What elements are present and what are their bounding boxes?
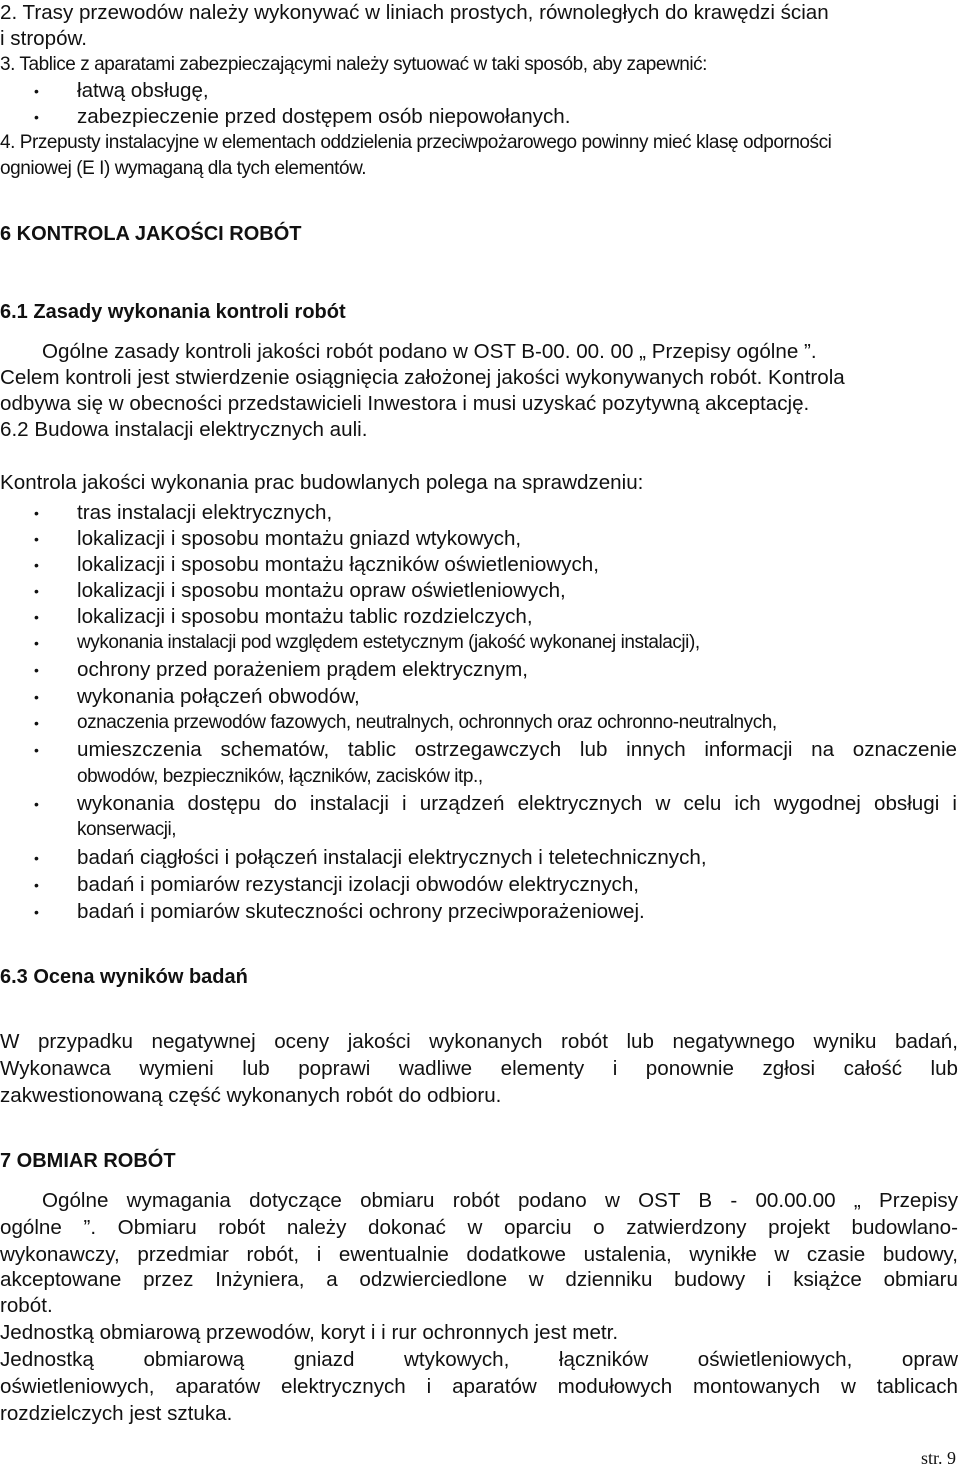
check-item-10-line-1: umieszczenia schematów, tablic ostrzegawczych lub innych informacji na oznaczenie — [77, 738, 957, 761]
bullet: • — [34, 609, 39, 625]
item-3: 3. Tablice z aparatami zabezpieczającymi należy sytuować w taki sposób, aby zapewnić: — [0, 54, 707, 75]
s6-p1-line-1: Ogólne zasady kontroli jakości robót podano w OST B-00. 00. 00 „ Przepisy ogólne ”. — [42, 340, 817, 363]
section-7-heading: 7 OBMIAR ROBÓT — [0, 1150, 176, 1172]
check-item-5: lokalizacji i sposobu montażu tablic rozdzielczych, — [77, 605, 533, 628]
bullet: • — [34, 742, 39, 758]
bullet: • — [34, 531, 39, 547]
item-3-bullet-1: łatwą obsługę, — [77, 79, 209, 102]
s7-p1-line-3: wykonawczy, przedmiar robót, i ewentualnie dodatkowe ustalenia, wynikłe w czasie budowy, — [0, 1243, 958, 1266]
check-item-14: badań i pomiarów skuteczności ochrony przeciwporażeniowej. — [77, 900, 645, 923]
page-number: str. 9 — [920, 1448, 956, 1468]
bullet: • — [34, 557, 39, 573]
check-item-8: wykonania połączeń obwodów, — [77, 685, 360, 708]
check-item-13: badań i pomiarów rezystancji izolacji obwodów elektrycznych, — [77, 873, 640, 896]
check-item-6: wykonania instalacji pod względem estetycznym (jakość wykonanej instalacji), — [77, 632, 700, 653]
check-item-3: lokalizacji i sposobu montażu łączników oświetleniowych, — [77, 553, 599, 576]
section-6-1-heading: 6.1 Zasady wykonania kontroli robót — [0, 301, 346, 323]
check-item-12: badań ciągłości i połączeń instalacji elektrycznych i teletechnicznych, — [77, 846, 707, 869]
bullet: • — [34, 850, 39, 866]
s7-p1-line-4: akceptowane przez Inżyniera, a odzwierciedlone w dzienniku budowy i książce obmiaru — [0, 1268, 958, 1291]
s7-p3-line-1: Jednostką obmiarową gniazd wtykowych, łączników oświetleniowych, opraw — [0, 1348, 958, 1371]
s6-3-line-3: zakwestionowaną część wykonanych robót do odbioru. — [0, 1084, 502, 1107]
bullet: • — [34, 109, 39, 125]
s6-p1-line-4: 6.2 Budowa instalacji elektrycznych auli. — [0, 418, 368, 441]
s6-list-intro: Kontrola jakości wykonania prac budowlanych polega na sprawdzeniu: — [0, 471, 644, 494]
check-item-4: lokalizacji i sposobu montażu opraw oświetleniowych, — [77, 579, 566, 602]
section-6-3-heading: 6.3 Ocena wyników badań — [0, 966, 248, 988]
bullet: • — [34, 877, 39, 893]
bullet: • — [34, 689, 39, 705]
s7-p3-line-2: oświetleniowych, aparatów elektrycznych i aparatów modułowych montowanych w tablicach — [0, 1375, 958, 1398]
bullet: • — [34, 635, 39, 651]
check-item-1: tras instalacji elektrycznych, — [77, 501, 333, 524]
item-4-line-2: ogniowej (E I) wymaganą dla tych elementów. — [0, 158, 367, 179]
check-item-9: oznaczenia przewodów fazowych, neutralnych, ochronnych oraz ochronno-neutralnych, — [77, 712, 777, 733]
item-4-line-1: 4. Przepusty instalacyjne w elementach oddzielenia przeciwpożarowego powinny mieć klasę odporności — [0, 132, 832, 153]
s6-3-line-1: W przypadku negatywnej oceny jakości wykonanych robót lub negatywnego wyniku badań, — [0, 1030, 958, 1053]
check-item-11-line-1: wykonania dostępu do instalacji i urządzeń elektrycznych w celu ich wygodnej obsługi i — [77, 792, 957, 815]
s6-p1-line-3: odbywa się w obecności przedstawicieli Inwestora i musi uzyskać pozytywną akceptację. — [0, 392, 810, 415]
bullet: • — [34, 83, 39, 99]
bullet: • — [34, 505, 39, 521]
s6-p1-line-2: Celem kontroli jest stwierdzenie osiągnięcia założonej jakości wykonywanych robót. Kontrola — [0, 366, 845, 389]
check-item-11-line-2: konserwacji, — [77, 819, 177, 840]
s7-p2: Jednostką obmiarową przewodów, koryt i i rur ochronnych jest metr. — [0, 1321, 619, 1344]
item-2-line-2: i stropów. — [0, 27, 87, 50]
check-item-10-line-2: obwodów, bezpieczników, łączników, zacisków itp., — [77, 766, 483, 787]
bullet: • — [34, 715, 39, 731]
section-6-heading: 6 KONTROLA JAKOŚCI ROBÓT — [0, 223, 302, 245]
bullet: • — [34, 796, 39, 812]
s7-p1-line-5: robót. — [0, 1294, 53, 1317]
bullet: • — [34, 662, 39, 678]
check-item-2: lokalizacji i sposobu montażu gniazd wtykowych, — [77, 527, 522, 550]
s7-p3-line-3: rozdzielczych jest sztuka. — [0, 1402, 233, 1425]
bullet: • — [34, 904, 39, 920]
s7-p1-line-1: Ogólne wymagania dotyczące obmiaru robót podano w OST B - 00.00.00 „ Przepisy — [42, 1189, 958, 1212]
s6-3-line-2: Wykonawca wymieni lub poprawi wadliwe elementy i ponownie zgłosi całość lub — [0, 1057, 958, 1080]
s7-p1-line-2: ogólne ”. Obmiaru robót należy dokonać w oparciu o zatwierdzony projekt budowlano- — [0, 1216, 958, 1239]
check-item-7: ochrony przed porażeniem prądem elektrycznym, — [77, 658, 528, 681]
item-3-bullet-2: zabezpieczenie przed dostępem osób niepowołanych. — [77, 105, 571, 128]
bullet: • — [34, 583, 39, 599]
item-2-line-1: 2. Trasy przewodów należy wykonywać w liniach prostych, równoległych do krawędzi ścian — [0, 1, 829, 24]
